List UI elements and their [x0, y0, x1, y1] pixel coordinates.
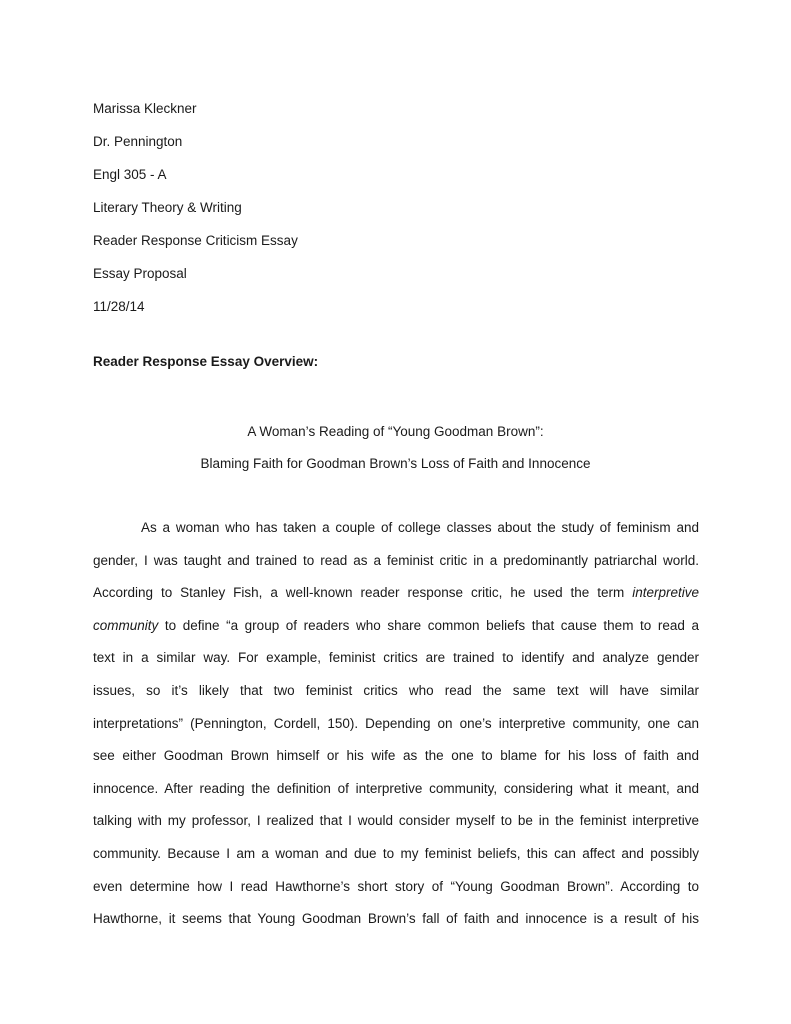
body-line: community. Because I am a woman and due to my feminist beliefs, this can affect and possibly	[93, 845, 699, 861]
italic-term: community	[93, 617, 159, 633]
course-name: Literary Theory & Writing	[93, 200, 242, 215]
essay-title	[93, 416, 698, 480]
body-text: According to Stanley Fish, a well-known reader response critic, he used the term	[93, 585, 633, 601]
body-line: see either Goodman Brown himself or his wife as the one to blame for his loss of faith and	[93, 748, 699, 764]
body-line: innocence. After reading the definition of interpretive community, considering what it meant, and	[93, 780, 699, 796]
section-heading: Reader Response Essay Overview:	[93, 354, 319, 369]
assignment-name: Reader Response Criticism Essay	[93, 233, 298, 248]
body-line: Hawthorne, it seems that Young Goodman Brown’s fall of faith and innocence is a result of his	[93, 911, 699, 927]
body-line: text in a similar way. For example, feminist critics are trained to identify and analyze gender	[93, 650, 699, 666]
document-type: Essay Proposal	[93, 266, 187, 281]
title-line-2: Blaming Faith for Goodman Brown’s Loss of Faith and Innocence	[200, 456, 591, 471]
body-line: even determine how I read Hawthorne’s short story of “Young Goodman Brown”. According to	[93, 878, 699, 894]
body-line: talking with my professor, I realized that I would consider myself to be in the feminist interpretive	[93, 813, 699, 829]
essay-body	[93, 512, 699, 936]
instructor-name: Dr. Pennington	[93, 134, 183, 149]
header-block	[93, 92, 693, 323]
course-code: Engl 305 - A	[93, 167, 167, 182]
body-line: gender, I was taught and trained to read as a feminist critic in a predominantly patriarchal world.	[93, 552, 699, 568]
body-text: to define “a group of readers who share common beliefs that cause them to read a	[158, 617, 699, 633]
body-line: issues, so it’s likely that two feminist critics who read the same text will have similar	[93, 682, 699, 698]
body-line	[93, 610, 699, 643]
author-name: Marissa Kleckner	[93, 101, 197, 116]
body-line	[93, 577, 699, 610]
title-line-1: A Woman’s Reading of “Young Goodman Brown”:	[247, 424, 544, 439]
italic-term: interpretive	[632, 585, 699, 601]
document-date: 11/28/14	[93, 299, 145, 314]
body-line: interpretations” (Pennington, Cordell, 150). Depending on one’s interpretive community, one can	[93, 715, 699, 731]
body-line: As a woman who has taken a couple of college classes about the study of feminism and	[141, 520, 699, 535]
